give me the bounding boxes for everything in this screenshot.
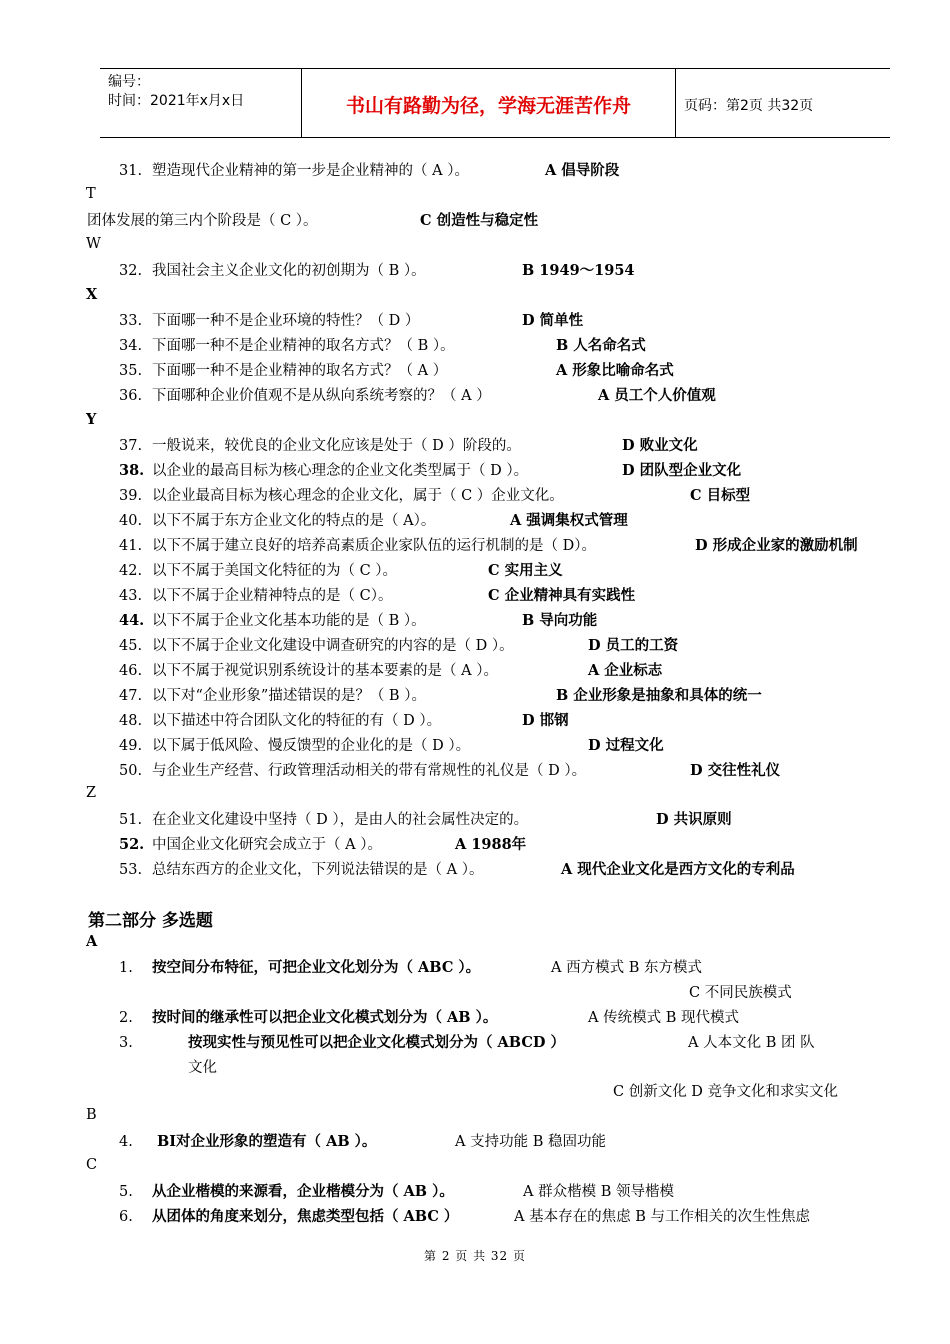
question-row bbox=[0, 261, 950, 281]
question-row bbox=[0, 311, 950, 331]
answer: B 人名命名式 bbox=[556, 337, 646, 354]
question-text: 以下不属于建立良好的培养高素质企业家队伍的运行机制的是（ D）。 bbox=[152, 538, 596, 554]
answer: D 交往性礼仪 bbox=[690, 762, 781, 779]
answer-options: A 西方模式 B 东方模式 bbox=[551, 960, 702, 976]
question-text: 按现实性与预见性可以把企业文化模式划分为（ ABCD ） bbox=[188, 1034, 565, 1051]
question-number: 6. bbox=[119, 1209, 133, 1225]
question-row bbox=[0, 736, 950, 756]
question-text-continued: 文化 bbox=[188, 1060, 217, 1076]
question-row bbox=[0, 161, 950, 181]
question-row bbox=[0, 386, 950, 406]
question-text: 以下不属于企业精神特点的是（ C）。 bbox=[152, 588, 393, 604]
question-row bbox=[0, 661, 950, 681]
answer: D 邯钢 bbox=[522, 712, 569, 729]
question-number: 5. bbox=[119, 1184, 133, 1200]
question-number: 45. bbox=[119, 638, 143, 654]
question-number: 52. bbox=[119, 836, 145, 853]
answer: D 员工的工资 bbox=[588, 637, 679, 654]
question-number: 43. bbox=[119, 588, 143, 604]
question-number: 46. bbox=[119, 663, 143, 679]
question-row bbox=[0, 636, 950, 656]
answer: A 倡导阶段 bbox=[545, 162, 620, 179]
question-text: 按时间的继承性可以把企业文化模式划分为（ AB ）。 bbox=[152, 1009, 498, 1026]
question-number: 41. bbox=[119, 538, 143, 554]
answer: D 形成企业家的激励机制 bbox=[695, 537, 858, 554]
answer-options: C 不同民族模式 bbox=[689, 985, 792, 1001]
answer-options: A 基本存在的焦虑 B 与工作相关的次生性焦虑 bbox=[514, 1209, 810, 1225]
answer: D 败业文化 bbox=[622, 437, 698, 454]
answer: A 强调集权式管理 bbox=[510, 512, 628, 529]
answer: A 企业标志 bbox=[588, 662, 663, 679]
question-number: 38. bbox=[119, 462, 145, 479]
question-number: 40. bbox=[119, 513, 143, 529]
index-letter: C bbox=[86, 1157, 98, 1173]
answer: C 创造性与稳定性 bbox=[420, 212, 539, 229]
question-row bbox=[0, 361, 950, 381]
question-text: 下面哪种企业价值观不是从纵向系统考察的？（ A ） bbox=[152, 388, 491, 404]
answer-options: C 创新文化 D 竞争文化和求实文化 bbox=[613, 1084, 839, 1100]
index-letter: A bbox=[86, 933, 98, 950]
question-number: 53. bbox=[119, 862, 143, 878]
question-row bbox=[0, 860, 950, 880]
question-row bbox=[0, 486, 950, 506]
question-number: 39. bbox=[119, 488, 143, 504]
answer-options: A 群众楷模 B 领导楷模 bbox=[523, 1184, 674, 1200]
question-text: 下面哪一种不是企业精神的取名方式？（ A ） bbox=[152, 363, 448, 379]
question-text: 以下不属于美国文化特征的为（ C ）。 bbox=[152, 563, 398, 579]
question-number: 31. bbox=[119, 163, 143, 179]
question-text: 以下对“企业形象”描述错误的是？（ B ）。 bbox=[152, 688, 426, 704]
question-row bbox=[0, 436, 950, 456]
question-text: 在企业文化建设中坚持（ D ），是由人的社会属性决定的。 bbox=[152, 812, 529, 828]
question-number: 3. bbox=[119, 1035, 133, 1051]
question-number: 32. bbox=[119, 263, 143, 279]
question-text: 一般说来，较优良的企业文化应该是处于（ D ）阶段的。 bbox=[152, 438, 521, 454]
answer: B 企业形象是抽象和具体的统一 bbox=[556, 687, 762, 704]
question-text: 下面哪一种不是企业环境的特性？（ D ） bbox=[152, 313, 420, 329]
index-letter: B bbox=[86, 1107, 97, 1123]
question-text: 从团体的角度来划分，焦虑类型包括（ ABC ） bbox=[152, 1208, 459, 1225]
time-label: 时间：2021年x月x日 bbox=[108, 93, 245, 109]
question-row bbox=[0, 711, 950, 731]
answer: A 形象比喻命名式 bbox=[556, 362, 674, 379]
number-label: 编号： bbox=[108, 74, 150, 90]
question-text: 以下不属于企业文化基本功能的是（ B ）。 bbox=[152, 613, 426, 629]
answer: B 导向功能 bbox=[522, 612, 598, 629]
answer: D 共识原则 bbox=[656, 811, 732, 828]
question-text: 以企业的最高目标为核心理念的企业文化类型属于（ D ）。 bbox=[152, 463, 529, 479]
question-row bbox=[0, 461, 950, 481]
answer-options: A 人本文化 B 团 队 bbox=[688, 1035, 815, 1051]
question-text: 以企业最高目标为核心理念的企业文化，属于（ C ）企业文化。 bbox=[152, 488, 564, 504]
question-number: 48. bbox=[119, 713, 143, 729]
question-row bbox=[0, 835, 950, 855]
question-text: 以下不属于视觉识别系统设计的基本要素的是（ A ）。 bbox=[152, 663, 498, 679]
question-number: 47. bbox=[119, 688, 143, 704]
question-text: 以下不属于企业文化建设中调查研究的内容的是（ D ）。 bbox=[152, 638, 514, 654]
question-text: 塑造现代企业精神的第一步是企业精神的（ A ）。 bbox=[152, 163, 469, 179]
index-letter: Z bbox=[86, 785, 97, 801]
question-number: 37. bbox=[119, 438, 143, 454]
question-row bbox=[0, 810, 950, 830]
question-text: 我国社会主义企业文化的初创期为（ B ）。 bbox=[152, 263, 426, 279]
index-letter: W bbox=[86, 236, 101, 252]
question-text: 以下不属于东方企业文化的特点的是（ A）。 bbox=[152, 513, 436, 529]
header-motto: 书山有路勤为径，学海无涯苦作舟 bbox=[345, 95, 631, 117]
question-number: 50. bbox=[119, 763, 143, 779]
question-row bbox=[0, 761, 950, 781]
answer: C 企业精神具有实践性 bbox=[488, 587, 636, 604]
question-row bbox=[0, 686, 950, 706]
header-divider bbox=[675, 69, 676, 137]
answer-options: A 传统模式 B 现代模式 bbox=[588, 1010, 739, 1026]
header-page-label: 页码：第2页 共32页 bbox=[684, 98, 814, 114]
answer: D 简单性 bbox=[522, 312, 584, 329]
question-text: 团体发展的第三内个阶段是（ C ）。 bbox=[87, 213, 318, 229]
index-letter: X bbox=[86, 286, 98, 303]
answer-options: A 支持功能 B 稳固功能 bbox=[455, 1134, 606, 1150]
question-text: 与企业生产经营、行政管理活动相关的带有常规性的礼仪是（ D ）。 bbox=[152, 763, 587, 779]
header-meta bbox=[108, 73, 298, 111]
question-number: 36. bbox=[119, 388, 143, 404]
question-number: 1. bbox=[119, 960, 133, 976]
question-row bbox=[0, 561, 950, 581]
answer: D 过程文化 bbox=[588, 737, 664, 754]
index-letter: T bbox=[86, 186, 96, 202]
page-header bbox=[100, 68, 890, 138]
answer: B 1949～1954 bbox=[522, 262, 635, 279]
question-number: 33. bbox=[119, 313, 143, 329]
question-number: 42. bbox=[119, 563, 143, 579]
question-number: 34. bbox=[119, 338, 143, 354]
answer: C 目标型 bbox=[690, 487, 751, 504]
answer: A 1988年 bbox=[455, 836, 527, 853]
section-title: 第二部分 多选题 bbox=[88, 911, 213, 931]
answer: D 团队型企业文化 bbox=[622, 462, 742, 479]
question-text: 从企业楷模的来源看，企业楷模分为（ AB ）。 bbox=[152, 1183, 454, 1200]
question-row bbox=[0, 536, 950, 556]
question-number: 4. bbox=[119, 1134, 133, 1150]
question-text: 中国企业文化研究会成立于（ A ）。 bbox=[152, 837, 382, 853]
question-row bbox=[0, 511, 950, 531]
question-text: 下面哪一种不是企业精神的取名方式？（ B ）。 bbox=[152, 338, 455, 354]
answer: A 员工个人价值观 bbox=[598, 387, 716, 404]
question-row bbox=[0, 336, 950, 356]
page-footer: 第 2 页 共 32 页 bbox=[424, 1249, 526, 1263]
answer: C 实用主义 bbox=[488, 562, 563, 579]
answer: A 现代企业文化是西方文化的专利品 bbox=[561, 861, 795, 878]
question-number: 44. bbox=[119, 612, 145, 629]
question-number: 35. bbox=[119, 363, 143, 379]
question-number: 51. bbox=[119, 812, 143, 828]
question-text: 总结东西方的企业文化，下列说法错误的是（ A ）。 bbox=[152, 862, 484, 878]
question-row bbox=[0, 586, 950, 606]
question-number: 49. bbox=[119, 738, 143, 754]
question-text: 按空间分布特征，可把企业文化划分为（ ABC ）。 bbox=[152, 959, 481, 976]
index-letter: Y bbox=[86, 411, 97, 428]
question-text: BI对企业形象的塑造有（ AB ）。 bbox=[157, 1133, 377, 1150]
question-number: 2. bbox=[119, 1010, 133, 1026]
question-text: 以下描述中符合团队文化的特征的有（ D ）。 bbox=[152, 713, 442, 729]
question-row bbox=[0, 611, 950, 631]
question-text: 以下属于低风险、慢反馈型的企业化的是（ D ）。 bbox=[152, 738, 471, 754]
